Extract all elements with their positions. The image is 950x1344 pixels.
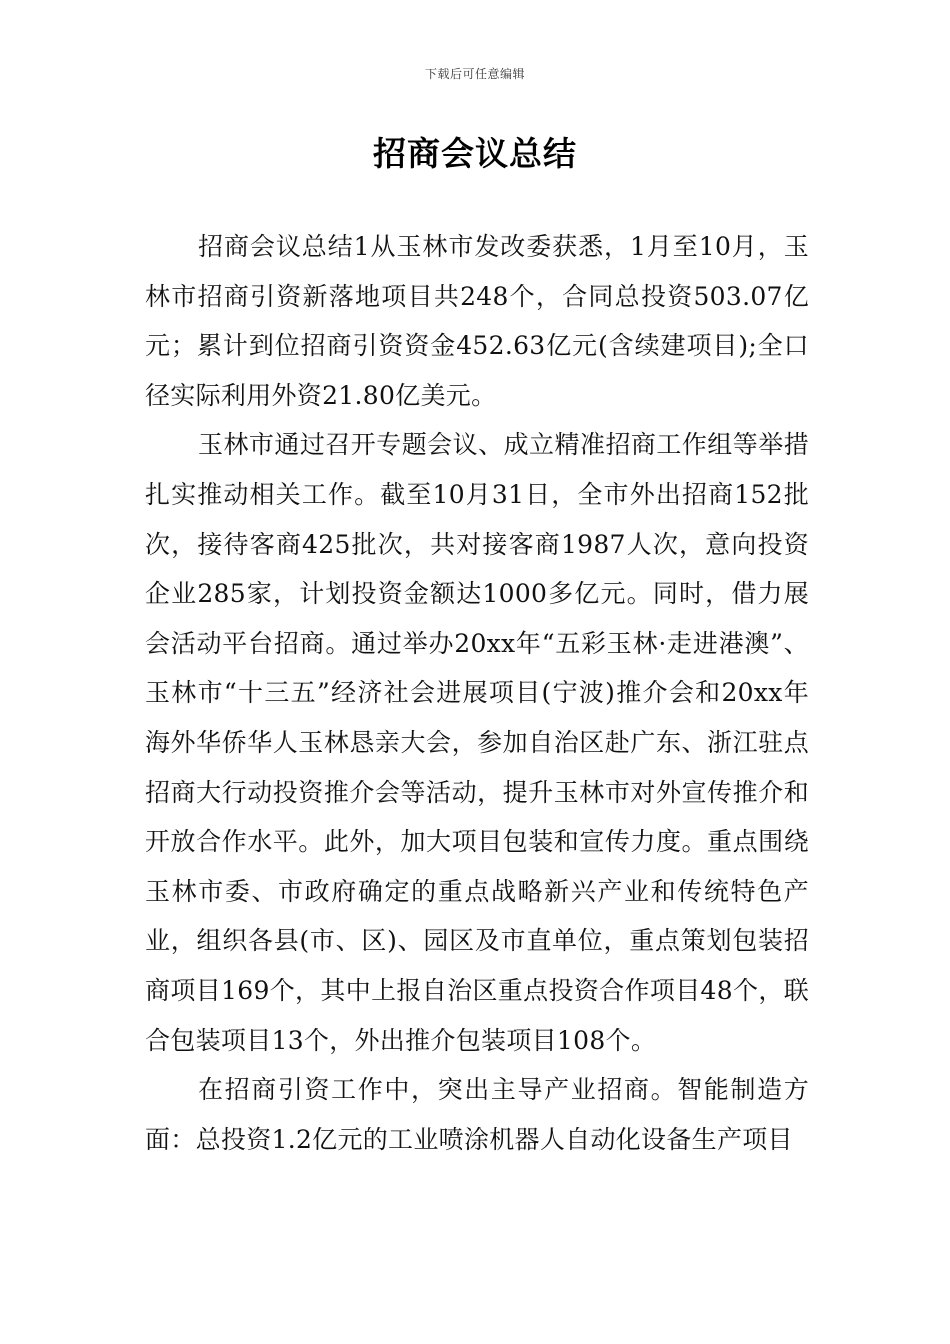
paragraph: 玉林市通过召开专题会议、成立精准招商工作组等举措扎实推动相关工作。截至10月31日，全市外出招商152批次，接待客商425批次，共对接客商1987人次，意向投资企业285家，计划投资金额达1000多亿元。同时，借力展会活动平台招商。通过举办20xx年“五彩玉林·走进港澳”、玉林市“十三五”经济社会进展项目(宁波)推介会和20xx年海外华侨华人玉林恳亲大会，参加自治区赴广东、浙江驻点招商大行动投资推介会等活动，提升玉林市对外宣传推介和开放合作水平。此外，加大项目包装和宣传力度。重点围绕玉林市委、市政府确定的重点战略新兴产业和传统特色产业，组织各县(市、区)、园区及市直单位，重点策划包装招商项目169个，其中上报自治区重点投资合作项目48个，联合包装项目13个，外出推介包装项目108个。 [145, 430, 809, 1055]
paragraph: 在招商引资工作中，突出主导产业招商。智能制造方面：总投资1.2亿元的工业喷涂机器人自动化设备生产项目 [145, 1075, 809, 1154]
document-title: 招商会议总结 [373, 134, 577, 173]
document-body [145, 222, 809, 1164]
paragraph: 招商会议总结1从玉林市发改委获悉，1月至10月，玉林市招商引资新落地项目共248个，合同总投资503.07亿元；累计到位招商引资资金452.63亿元(含续建项目);全口径实际利用外资21.80亿美元。 [145, 232, 809, 410]
header-note: 下载后可任意编辑 [424, 67, 525, 81]
